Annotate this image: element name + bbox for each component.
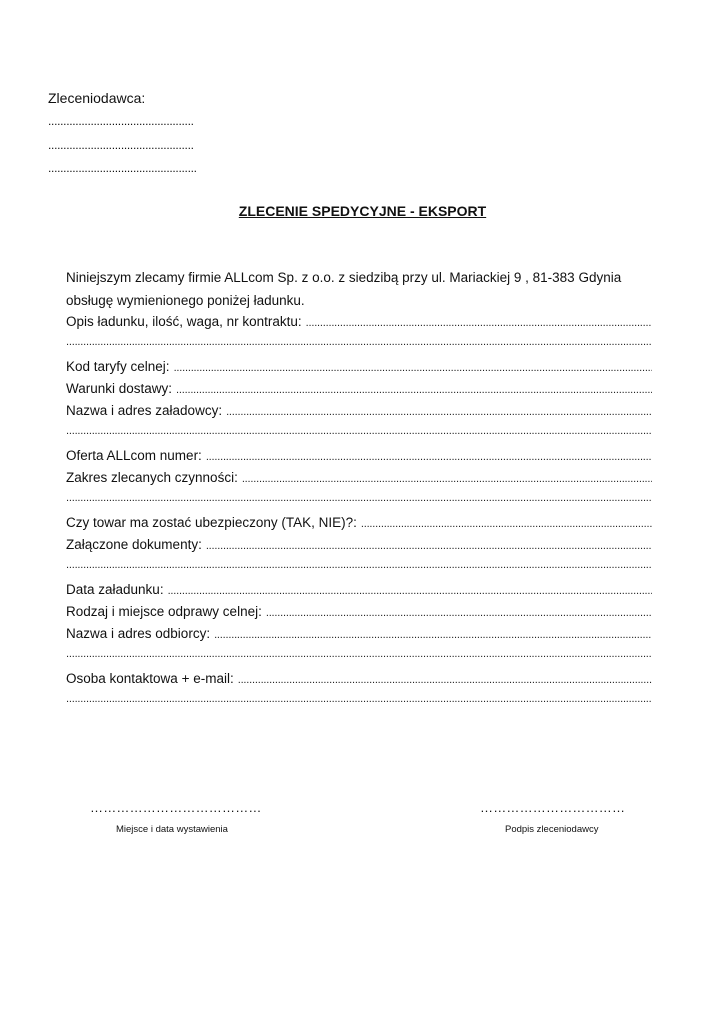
place-date-caption: Miejsce i data wystawienia (116, 824, 228, 835)
form-row-loading-date (66, 582, 652, 604)
form-row-continuation (66, 648, 652, 670)
form-fill-line[interactable] (238, 674, 652, 686)
form-row-customs-clearance (66, 604, 652, 626)
form-row-delivery-terms (66, 381, 652, 403)
form-fill-line[interactable] (168, 585, 652, 597)
form-row-cargo-description (66, 314, 652, 336)
form-fill-line[interactable] (242, 473, 652, 485)
form-fill-line[interactable] (66, 425, 652, 437)
form-row-attached-documents (66, 537, 652, 559)
form-fill-line[interactable] (66, 559, 652, 571)
client-signature-line[interactable]: …………………………… (480, 800, 626, 815)
form-row-offer-number (66, 448, 652, 470)
form-label: Załączone dokumenty: (66, 536, 202, 552)
form-fill-line[interactable] (214, 629, 652, 641)
form-fill-line[interactable] (206, 451, 652, 463)
form-label: Czy towar ma zostać ubezpieczony (TAK, NIE)?: (66, 514, 357, 530)
form-row-continuation (66, 425, 652, 447)
intro-line-2: obsługę wymienionego poniżej ładunku. (66, 293, 305, 308)
client-signature-caption: Podpis zleceniodawcy (505, 824, 599, 835)
order-form (66, 314, 652, 715)
client-line-1[interactable]: ................................................ (48, 114, 194, 128)
form-label: Rodzaj i miejsce odprawy celnej: (66, 603, 262, 619)
form-row-consignee (66, 626, 652, 648)
form-fill-line[interactable] (66, 693, 652, 705)
client-line-2[interactable]: ................................................ (48, 138, 194, 152)
form-row-contact-person (66, 671, 652, 693)
form-label: Nazwa i adres odbiorcy: (66, 626, 211, 642)
client-line-3[interactable]: ................................................. (48, 161, 197, 175)
form-label: Oferta ALLcom numer: (66, 447, 202, 463)
form-label: Opis ładunku, ilość, waga, nr kontraktu: (66, 314, 302, 329)
form-label: Warunki dostawy: (66, 380, 173, 396)
form-fill-line[interactable] (176, 384, 652, 396)
document-title (0, 203, 725, 219)
form-fill-line[interactable] (206, 540, 652, 552)
form-row-insurance (66, 515, 652, 537)
form-row-continuation (66, 336, 652, 358)
form-row-continuation (66, 559, 652, 581)
form-fill-line[interactable] (306, 317, 652, 329)
place-date-signature-line[interactable]: ………………………………… (90, 800, 262, 815)
form-row-tariff-code (66, 359, 652, 381)
client-label: Zleceniodawca: (48, 90, 146, 106)
form-fill-line[interactable] (361, 518, 652, 530)
form-fill-line[interactable] (66, 336, 652, 348)
form-row-continuation (66, 492, 652, 514)
form-fill-line[interactable] (66, 492, 652, 504)
form-label: Kod taryfy celnej: (66, 358, 170, 374)
form-row-continuation (66, 693, 652, 715)
form-label: Osoba kontaktowa + e-mail: (66, 670, 234, 686)
form-row-shipper (66, 403, 652, 425)
form-label: Zakres zlecanych czynności: (66, 470, 238, 486)
form-row-scope (66, 470, 652, 492)
form-fill-line[interactable] (66, 648, 652, 660)
form-label: Data załadunku: (66, 581, 164, 597)
form-fill-line[interactable] (174, 362, 652, 374)
intro-line-1: Niniejszym zlecamy firmie ALLcom Sp. z o.o. z siedzibą przy ul. Mariackiej 9 , 81-383 Gdynia (66, 270, 622, 285)
form-label: Nazwa i adres załadowcy: (66, 403, 223, 419)
document-title-text: ZLECENIE SPEDYCYJNE - EKSPORT (238, 203, 487, 219)
form-fill-line[interactable] (266, 607, 652, 619)
form-fill-line[interactable] (226, 406, 652, 418)
